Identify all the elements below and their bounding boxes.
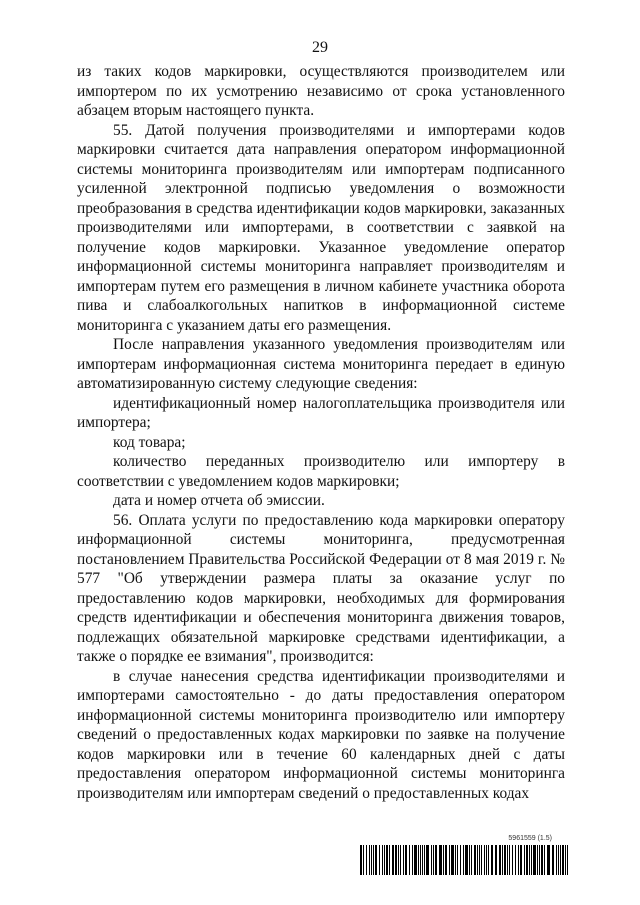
paragraph: количество переданных производителю или импортеру в соответствии с уведомлением кодов маркировки; [77, 453, 565, 490]
document-body [77, 62, 565, 803]
page-number: 29 [312, 39, 328, 56]
paragraph: 56. Оплата услуги по предоставлению кода маркировки оператору информационной системы мониторинга, предусмотренная постановлением Правительства Российской Федерации от 8 мая 2019 г. № 577 "Об утверждении размера платы за оказание услуг по предоставлению кодов маркировки, необходимых для формирования средств идентификации и обеспечения мониторинга движения товаров, подлежащих обязательной маркировке средствами идентификации, а также о порядке ее взимания", производится: [77, 511, 565, 665]
paragraph: дата и номер отчета об эмиссии. [113, 492, 325, 509]
document-footer [360, 835, 568, 875]
paragraph: После направления указанного уведомления производителям или импортерам информационная система мониторинга передает в единую автоматизированную систему следующие сведения: [77, 336, 565, 392]
document-code: 5961559 (1.5) [508, 835, 552, 842]
barcode-image [360, 845, 568, 875]
paragraph: из таких кодов маркировки, осуществляются производителем или импортером по их усмотрению независимо от срока установленного абзацем вторым настоящего пункта. [77, 63, 565, 119]
paragraph: 55. Датой получения производителями и импортерами кодов маркировки считается дата направления оператором информационной системы мониторинга производителям или импортерам подписанного усиленной электронной подписью уведомления о возможности преобразования в средства идентификации кодов маркировки, заказанных производителями или импортерами, в соответствии с заявкой на получение кодов маркировки. Указанное уведомление оператор информационной системы мониторинга направляет производителям и импортерам путем его размещения в личном кабинете участника оборота пива и слабоалкогольных напитков в информационной системе мониторинга с указанием даты его размещения. [77, 121, 565, 334]
paragraph: в случае нанесения средства идентификации производителями и импортерами самостоятельно - до даты предоставления оператором информационной системы мониторинга производителю или импортеру сведений о предоставленных кодах маркировки по заявке на получение кодов маркировки или в течение 60 календарных дней с даты предоставления оператором информационной системы мониторинга производителям или импортерам сведений о предоставленных кодах [77, 667, 565, 802]
paragraph: идентификационный номер налогоплательщика производителя или импортера; [77, 394, 565, 431]
paragraph: код товара; [113, 433, 186, 451]
